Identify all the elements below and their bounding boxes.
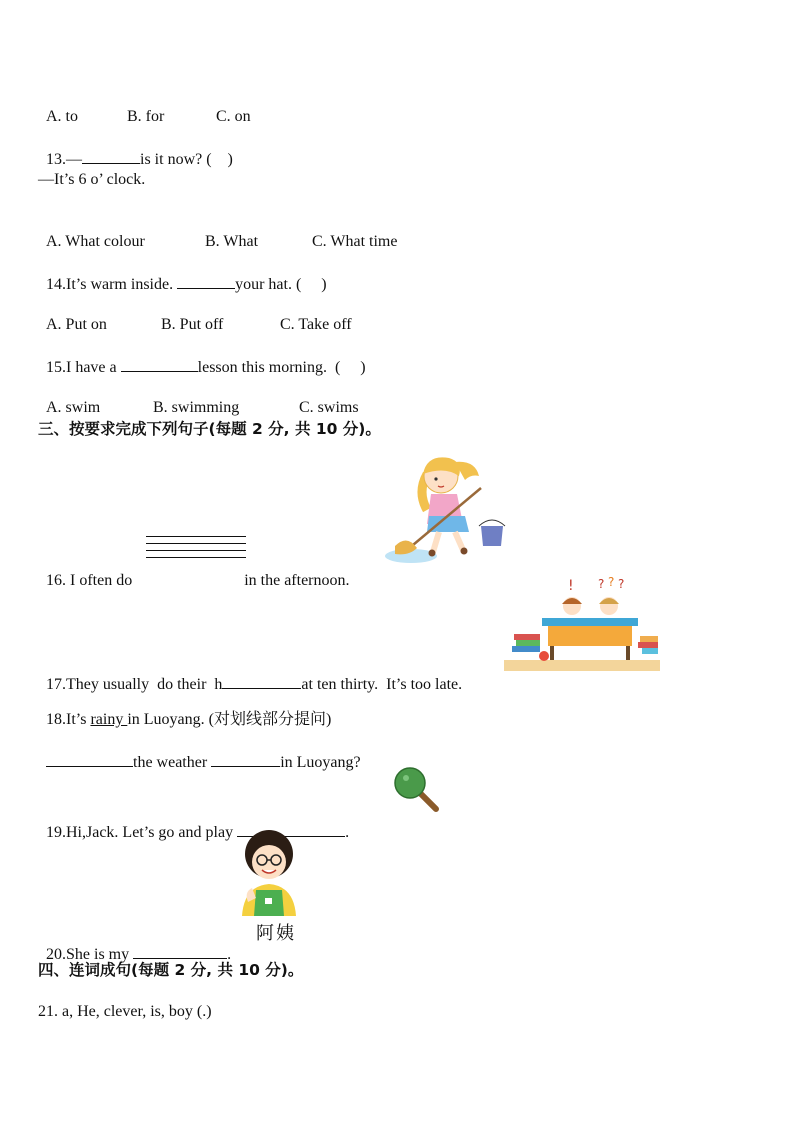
q13-number: 13. xyxy=(46,151,66,168)
q14-option-c: C. Take off xyxy=(280,316,352,333)
q18-after: in Luoyang. (对划线部分提问) xyxy=(127,711,332,728)
table-tennis-paddle-icon xyxy=(392,765,440,813)
q17-question xyxy=(38,654,462,695)
q14-option-b: B. Put off xyxy=(161,316,224,333)
q20-end: . xyxy=(227,946,232,963)
q20-prompt: 20.She is my xyxy=(46,946,130,963)
q19-prompt: 19.Hi,Jack. Let’s go and play xyxy=(46,824,234,841)
q14-options xyxy=(38,295,352,335)
svg-text:!: ! xyxy=(568,578,574,594)
q18-blank-1[interactable] xyxy=(46,752,133,767)
q13-reply: —It’s 6 o’ clock. xyxy=(38,171,146,188)
q12-option-a: A. to xyxy=(46,108,78,125)
q18-underlined-word: rainy xyxy=(90,711,128,728)
svg-text:?: ? xyxy=(608,575,615,589)
girl-mopping-floor-icon xyxy=(383,452,508,567)
section3-heading: 三、按要求完成下列句子(每题 2 分, 共 10 分)。 xyxy=(38,420,381,438)
q14-question xyxy=(38,254,327,295)
q13-options xyxy=(38,212,397,252)
svg-text:?: ? xyxy=(618,577,625,591)
q13-option-c: C. What time xyxy=(312,233,398,250)
q19-end: . xyxy=(345,824,350,841)
q20-blank[interactable] xyxy=(133,944,227,959)
q14-prompt: 14.It’s warm inside. xyxy=(46,276,174,293)
q15-option-b: B. swimming xyxy=(153,399,240,416)
q13-question xyxy=(38,129,233,170)
q16-answer-line xyxy=(146,543,246,544)
q15-options xyxy=(38,378,359,418)
q15-question xyxy=(38,337,366,378)
q18-answer xyxy=(38,732,361,773)
q18-mid: the weather xyxy=(133,754,208,771)
q12-option-b: B. for xyxy=(127,108,165,125)
q17-prompt: 17.They usually do their h xyxy=(46,676,223,693)
q18-blank-2[interactable] xyxy=(211,752,280,767)
q12-options xyxy=(38,87,251,127)
q18-question xyxy=(38,690,331,730)
q15-blank[interactable] xyxy=(121,357,198,372)
q14-after: your hat. ( ) xyxy=(235,276,327,293)
q20-question xyxy=(38,924,231,965)
svg-text:?: ? xyxy=(598,577,605,591)
q14-option-a: A. Put on xyxy=(46,316,107,333)
q17-blank[interactable] xyxy=(222,674,301,689)
q13-after: is it now? ( ) xyxy=(140,151,233,168)
q16-question xyxy=(38,551,350,591)
aunt-image-label: 阿姨 xyxy=(256,923,296,944)
q16-after: in the afternoon. xyxy=(244,572,350,589)
q18-end: in Luoyang? xyxy=(280,754,361,771)
q15-option-a: A. swim xyxy=(46,399,101,416)
q13-blank[interactable] xyxy=(82,149,140,164)
q17-after: at ten thirty. It’s too late. xyxy=(301,676,463,693)
q15-option-c: C. swims xyxy=(299,399,359,416)
q13-option-a: A. What colour xyxy=(46,233,145,250)
section4-heading: 四、连词成句(每题 2 分, 共 10 分)。 xyxy=(38,961,304,979)
q15-prompt: 15.I have a xyxy=(46,359,117,376)
q14-blank[interactable] xyxy=(177,274,235,289)
q16-prompt: 16. I often do xyxy=(46,572,133,589)
q21-question: 21. a, He, clever, is, boy (.) xyxy=(38,1003,212,1020)
q16-answer-line xyxy=(146,536,246,537)
q15-after: lesson this morning. ( ) xyxy=(197,359,366,376)
kids-doing-homework-icon xyxy=(504,574,660,671)
q13-option-b: B. What xyxy=(205,233,259,250)
smiling-aunt-icon xyxy=(234,828,314,942)
q18-prompt: 18.It’s xyxy=(46,711,91,728)
q13-dash: — xyxy=(66,151,82,168)
q12-option-c: C. on xyxy=(216,108,251,125)
